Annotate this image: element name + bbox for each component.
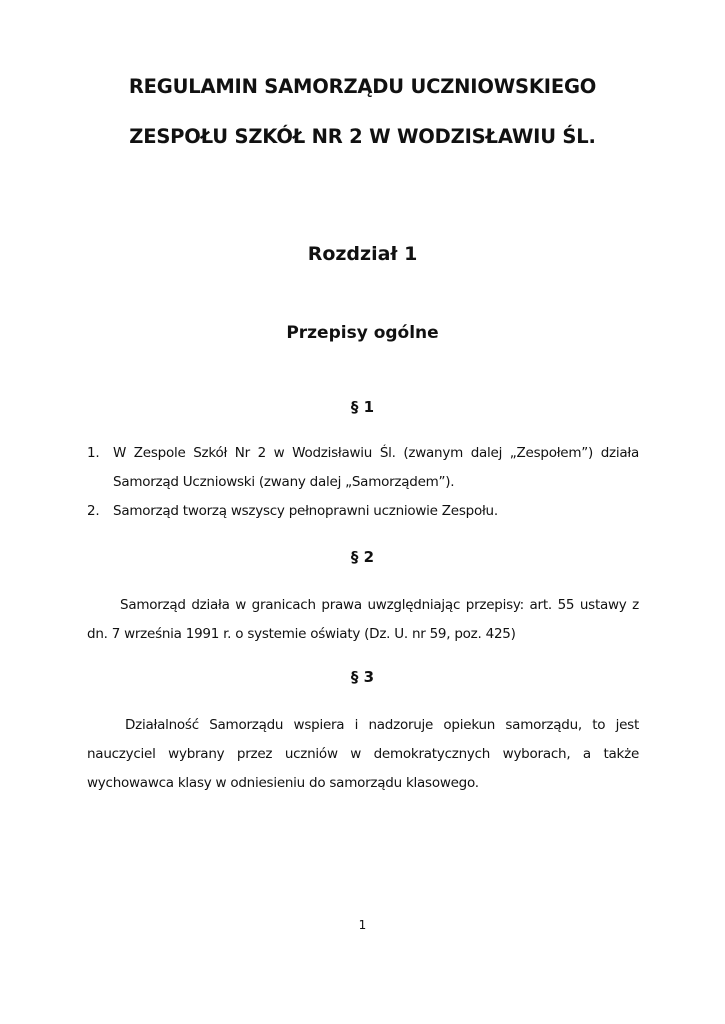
- list-item-number: 2.: [87, 503, 100, 519]
- section-1-heading: § 1: [350, 398, 375, 416]
- section-3-text: Działalność Samorządu wspiera i nadzoruje opiekun samorządu, to jest nauczyciel wybrany przez uczniów w demokratycznych wyborach, a także wychowawca klasy w odniesieniu do samorządu klasowego.: [87, 717, 639, 791]
- chapter-title: Przepisy ogólne: [286, 323, 439, 343]
- list-item: [87, 497, 639, 526]
- list-item-text: Samorząd tworzą wszyscy pełnoprawni uczniowie Zespołu.: [113, 503, 498, 519]
- section-2-heading: § 2: [350, 548, 375, 566]
- chapter-heading: Rozdział 1: [307, 243, 418, 265]
- section-2-text: Samorząd działa w granicach prawa uwzględniając przepisy: art. 55 ustawy z dn. 7 września 1991 r. o systemie oświaty (Dz. U. nr 59, poz. 425): [87, 597, 639, 642]
- list-item-text: W Zespole Szkół Nr 2 w Wodzisławiu Śl. (zwanym dalej „Zespołem”) działa Samorząd Uczniowski (zwany dalej „Samorządem”).: [113, 445, 639, 490]
- list-item: [87, 439, 639, 497]
- document-title-line-2: ZESPOŁU SZKÓŁ NR 2 W WODZISŁAWIU ŚL.: [129, 125, 596, 148]
- document-title-line-1: REGULAMIN SAMORZĄDU UCZNIOWSKIEGO: [128, 75, 597, 98]
- list-item-number: 1.: [87, 445, 100, 461]
- page-number: 1: [358, 918, 367, 932]
- section-3-paragraph: [87, 711, 639, 798]
- section-3-heading: § 3: [350, 668, 375, 686]
- section-2-paragraph: [87, 591, 639, 649]
- section-1-list: [87, 439, 639, 526]
